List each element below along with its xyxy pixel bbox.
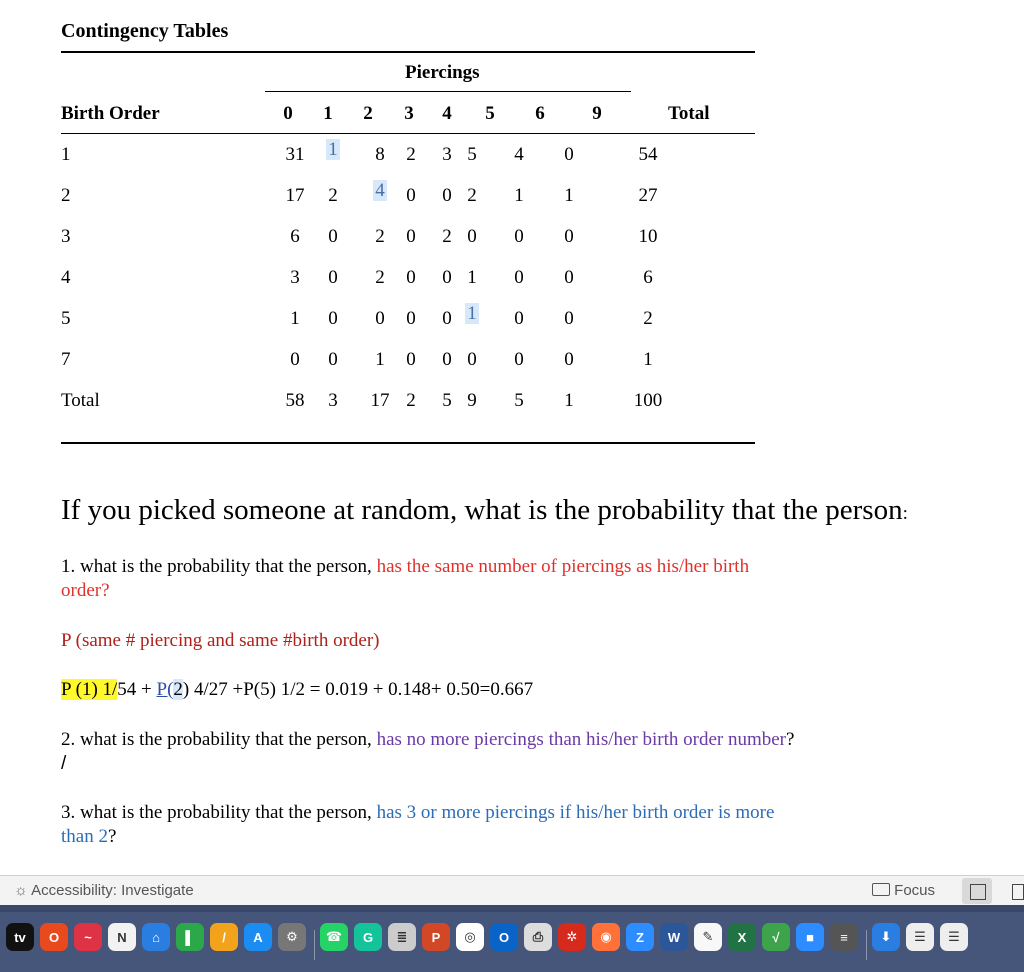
dock-app-numbers-green-icon[interactable]: √ [762, 923, 790, 951]
table-cell [365, 144, 395, 166]
cell-value: 3 [442, 144, 452, 165]
table-cell [365, 349, 395, 371]
cell-value: 2 [467, 185, 477, 206]
column-header: 0 [283, 103, 293, 124]
row-total: 10 [638, 226, 658, 247]
row-label: 2 [61, 185, 71, 206]
row-label: 7 [61, 349, 71, 370]
column-header: 4 [442, 103, 452, 124]
cell-value: 0 [406, 308, 416, 329]
cell-value: 2 [442, 226, 452, 247]
table-cell [396, 267, 426, 289]
dock-app-acrobat-icon[interactable]: ✲ [558, 923, 586, 951]
table-cell [457, 226, 487, 248]
cell-value: 1 [564, 390, 574, 411]
table-cell [504, 349, 534, 371]
cell-value: 17 [370, 390, 390, 411]
q2-prefix: 2. what is the probability that the person, [61, 729, 372, 750]
dock-app-voice-memos-icon[interactable]: ~ [74, 923, 102, 951]
table-cell [457, 267, 487, 289]
table-cell [396, 308, 426, 330]
q1-answer [61, 678, 533, 702]
cell-value: 4 [375, 180, 385, 201]
q1-answer-link: P( [156, 679, 174, 700]
cell-value: 0 [514, 308, 524, 329]
q2-suffix: ? [786, 729, 795, 750]
table-cell [554, 226, 584, 248]
cell-value: 0 [442, 185, 452, 206]
table-cell [280, 267, 310, 289]
table-cell [365, 390, 395, 412]
question-heading-text: If you picked someone at random, what is the probability that the person [61, 494, 903, 526]
row-label: 1 [61, 144, 71, 165]
cell-value: 3 [328, 390, 338, 411]
cell-value: 1 [328, 139, 338, 160]
table-cell [318, 226, 348, 248]
cell-value: 0 [442, 349, 452, 370]
table-cell [457, 349, 487, 371]
question-1 [61, 555, 749, 603]
column-header: 6 [535, 103, 545, 124]
table-cell [554, 144, 584, 166]
cell-value: 0 [564, 308, 574, 329]
cell-value: 9 [467, 390, 477, 411]
row-label: Total [61, 390, 100, 411]
cell-value: 0 [328, 308, 338, 329]
cell-value: 58 [285, 390, 305, 411]
cell-value: 6 [290, 226, 300, 247]
cell-value: 0 [564, 144, 574, 165]
table-cell [457, 185, 487, 207]
dock-app-powerpoint-icon[interactable]: P [422, 923, 450, 951]
dock-app-scanner-icon[interactable]: ≣ [388, 923, 416, 951]
column-header: 5 [485, 103, 495, 124]
row-total: 1 [643, 349, 653, 370]
table-top-rule [61, 51, 755, 53]
q1-answer-rest: ) 4/27 +P(5) 1/2 = 0.019 + 0.148+ 0.50=0.667 [182, 679, 534, 700]
table-cell [318, 267, 348, 289]
cell-value: 4 [514, 144, 524, 165]
table-cell [318, 390, 348, 412]
focus-label: Focus [894, 882, 936, 899]
cell-value: 0 [514, 226, 524, 247]
q1-highlight: has the same number of piercings as his/her birth [371, 556, 750, 577]
row-label: 3 [61, 226, 71, 247]
cell-value: 0 [564, 267, 574, 288]
table-cell [504, 267, 534, 289]
dock-separator [314, 930, 315, 960]
q1-answer-selected: 2 [173, 679, 183, 700]
row-total: 6 [643, 267, 653, 288]
birth-order-header: Birth Order [61, 103, 160, 124]
dock-app-keynote-icon[interactable]: ⌂ [142, 923, 170, 951]
cell-value: 1 [467, 303, 477, 324]
cell-value: 1 [564, 185, 574, 206]
table-cell [365, 180, 395, 202]
table-cell [504, 308, 534, 330]
cell-value: 5 [442, 390, 452, 411]
dock-app-firefox-icon[interactable]: ◉ [592, 923, 620, 951]
print-layout-button[interactable] [962, 878, 992, 904]
focus-button[interactable] [872, 882, 935, 899]
dock [0, 905, 1024, 972]
accessibility-icon: ☼ [14, 882, 28, 899]
dock-app-printer-icon[interactable]: ⎙ [524, 923, 552, 951]
q1-answer-b: 54 + [117, 679, 157, 700]
dock-app-numbers-icon[interactable]: ▌ [176, 923, 204, 951]
dock-shelf [0, 912, 1024, 972]
cell-value: 0 [290, 349, 300, 370]
dock-app-calculator-icon[interactable]: ≡ [830, 923, 858, 951]
cell-value: 0 [406, 185, 416, 206]
cell-value: 0 [442, 267, 452, 288]
dock-app-notes-icon[interactable]: ✎ [694, 923, 722, 951]
cell-value: 2 [375, 226, 385, 247]
dock-app-zoom-icon[interactable]: Z [626, 923, 654, 951]
cell-value: 2 [406, 144, 416, 165]
table-cell [554, 349, 584, 371]
table-cell [554, 308, 584, 330]
accessibility-status[interactable] [14, 882, 194, 899]
cell-value: 31 [285, 144, 305, 165]
table-cell [365, 226, 395, 248]
table-cell [554, 390, 584, 412]
table-cell [554, 185, 584, 207]
cell-value: 0 [375, 308, 385, 329]
table-cell [504, 144, 534, 166]
q2-highlight: has no more piercings than his/her birth order number [371, 729, 787, 750]
question-3 [61, 801, 774, 849]
cell-value: 0 [467, 226, 477, 247]
table-cell [504, 390, 534, 412]
dock-app-tv-icon[interactable]: tv [6, 923, 34, 951]
cell-value: 0 [514, 349, 524, 370]
dock-app-office-icon[interactable]: O [40, 923, 68, 951]
question-heading [61, 494, 908, 527]
piercings-underline [265, 91, 631, 92]
dock-app-document-2-icon[interactable]: ☰ [940, 923, 968, 951]
cell-value: 0 [564, 349, 574, 370]
cell-value: 2 [375, 267, 385, 288]
question-heading-colon: : [902, 503, 908, 524]
column-header: 2 [363, 103, 373, 124]
dock-app-system-preferences-icon[interactable]: ⚙ [278, 923, 306, 951]
cell-value: 3 [290, 267, 300, 288]
total-header: Total [668, 103, 710, 124]
row-label: 4 [61, 267, 71, 288]
cell-value: 0 [442, 308, 452, 329]
cell-value: 1 [467, 267, 477, 288]
q3-highlight: has 3 or more piercings if his/her birth order is more [371, 802, 775, 823]
dock-app-chrome-icon[interactable]: ◎ [456, 923, 484, 951]
table-cell [365, 308, 395, 330]
table-bottom-rule [61, 442, 755, 444]
row-total: 2 [643, 308, 653, 329]
document-title: Contingency Tables [61, 20, 229, 42]
cell-value: 0 [328, 267, 338, 288]
web-layout-icon [1012, 884, 1024, 900]
dock-app-whatsapp-icon[interactable]: ☎ [320, 923, 348, 951]
dock-app-outlook-icon[interactable]: O [490, 923, 518, 951]
dock-app-word-icon[interactable]: W [660, 923, 688, 951]
table-cell [318, 349, 348, 371]
table-cell [318, 308, 348, 330]
dock-app-excel-icon[interactable]: X [728, 923, 756, 951]
table-cell [396, 390, 426, 412]
q1-highlight-cont: order? [61, 580, 110, 601]
cell-value: 5 [514, 390, 524, 411]
cell-value: 1 [290, 308, 300, 329]
table-cell [457, 303, 487, 325]
q1-note: P (same # piercing and same #birth order) [61, 630, 380, 651]
row-total: 27 [638, 185, 658, 206]
text-cursor: / [61, 753, 67, 774]
header-rule [61, 133, 755, 134]
table-cell [280, 144, 310, 166]
cell-value: 1 [375, 349, 385, 370]
cell-value: 0 [406, 226, 416, 247]
table-cell [457, 390, 487, 412]
table-cell [396, 226, 426, 248]
dock-app-pages-icon[interactable]: / [210, 923, 238, 951]
row-total: 100 [633, 390, 663, 411]
dock-app-grammarly-icon[interactable]: G [354, 923, 382, 951]
cell-value: 8 [375, 144, 385, 165]
focus-icon [872, 883, 890, 896]
table-cell [457, 144, 487, 166]
status-bar [0, 875, 1024, 906]
table-cell [554, 267, 584, 289]
piercings-header: Piercings [405, 62, 480, 83]
cell-value: 5 [467, 144, 477, 165]
table-cell [396, 349, 426, 371]
table-cell [318, 139, 348, 161]
dock-app-downloads-icon[interactable]: ⬇ [872, 923, 900, 951]
q1-answer-highlight: P (1) 1/ [61, 679, 118, 700]
table-cell [280, 185, 310, 207]
table-cell [280, 226, 310, 248]
cell-value: 0 [406, 267, 416, 288]
table-cell [318, 185, 348, 207]
cell-value: 1 [514, 185, 524, 206]
table-cell [280, 308, 310, 330]
question-2 [61, 728, 794, 776]
cell-value: 0 [406, 349, 416, 370]
table-cell [280, 390, 310, 412]
cell-value: 0 [328, 349, 338, 370]
table-cell [396, 144, 426, 166]
dock-app-document-1-icon[interactable]: ☰ [906, 923, 934, 951]
web-layout-button[interactable] [1010, 878, 1024, 904]
q1-prefix: 1. what is the probability that the person, [61, 556, 372, 577]
column-header: 9 [592, 103, 602, 124]
cell-value: 17 [285, 185, 305, 206]
cell-value: 0 [514, 267, 524, 288]
table-cell [280, 349, 310, 371]
column-header: 1 [323, 103, 333, 124]
table-cell [365, 267, 395, 289]
dock-app-app-store-icon[interactable]: A [244, 923, 272, 951]
q3-suffix: ? [107, 826, 117, 847]
table-cell [396, 185, 426, 207]
cell-value: 0 [564, 226, 574, 247]
row-label: 5 [61, 308, 71, 329]
print-layout-icon [970, 884, 986, 900]
table-cell [504, 226, 534, 248]
table-cell [504, 185, 534, 207]
cell-value: 2 [406, 390, 416, 411]
cell-value: 0 [328, 226, 338, 247]
cell-value: 0 [467, 349, 477, 370]
dock-separator [866, 930, 867, 960]
dock-app-zoom-video-icon[interactable]: ■ [796, 923, 824, 951]
column-header: 3 [404, 103, 414, 124]
q3-highlight-cont: than 2 [61, 826, 108, 847]
q3-prefix: 3. what is the probability that the person, [61, 802, 372, 823]
cell-value: 2 [328, 185, 338, 206]
dock-app-news-icon[interactable]: N [108, 923, 136, 951]
accessibility-label: Accessibility: Investigate [31, 882, 194, 899]
row-total: 54 [638, 144, 658, 165]
